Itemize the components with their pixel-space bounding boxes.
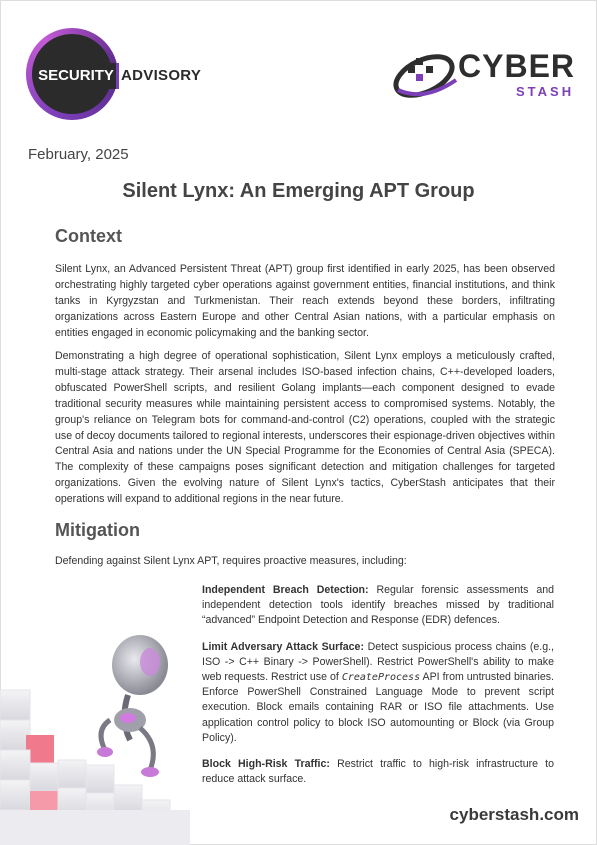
mitigation-heading: Mitigation xyxy=(55,520,140,540)
badge-advisory-label: ADVISORY xyxy=(121,67,202,84)
badge-security-label: SECURITY xyxy=(36,63,116,89)
mitigation-item-text: API from untrusted binaries. Enforce PowerShell Constrained Language Mode to prevent script execution. Block emails containing RAR or ISO file attachments. Use application control policy to block ISO automounting or Block (via Group Policy). xyxy=(202,671,554,744)
badge-divider xyxy=(116,63,119,89)
robot-illustration-icon xyxy=(0,610,190,845)
code-term: CreateProcess xyxy=(341,672,421,684)
context-paragraph-2: Demonstrating a high degree of operational sophistication, Silent Lynx employs a meticulously crafted, multi-stage attack strategy. Their arsenal includes ISO-based infection chains, C++-developed loaders, obfuscated PowerShell scripts, and resilient Golang implants—each component designed to evade traditional security measures while maintaining persistent access to compromised systems. Notably, the group's reliance on Telegram bots for command-and-control (C2) operations, coupled with the strategic use of decoy documents tailored to regional interests, underscores their espionage-driven objectives within Central Asia and nations under the UN Special Programme for the Economies of Central Asia (SPECA). The complexity of these campaigns poses significant detection and mitigation challenges for targeted organizations. Given the evolving nature of Silent Lynx's tactics, CyberStash anticipates that their operations will expand to additional regions in the near future. xyxy=(55,350,555,506)
footer-website: cyberstash.com xyxy=(449,805,579,824)
mitigation-list xyxy=(202,583,554,798)
mitigation-item-text: Restrict traffic to high-risk infrastructure to reduce attack surface. xyxy=(202,758,554,786)
mitigation-item-title: Limit Adversary Attack Surface: xyxy=(202,640,364,653)
mitigation-item-title: Independent Breach Detection: xyxy=(202,584,369,596)
mitigation-item-text: Detect suspicious process chains (e.g., ISO -> C++ Binary -> PowerShell). Restrict PowerShell's ability to make web requests. Restrict use of xyxy=(202,640,554,684)
mitigation-item-text: Regular forensic assessments and independent detection tools identify breaches missed by traditional “advanced” Endpoint Detection and Response (EDR) defences. xyxy=(202,584,554,627)
mitigation-item-breach-detection xyxy=(202,583,554,629)
cyberstash-logo xyxy=(390,48,580,108)
mitigation-item-title: Block High-Risk Traffic: xyxy=(202,758,330,771)
mitigation-item-attack-surface xyxy=(202,640,554,746)
mitigation-intro: Defending against Silent Lynx APT, requires proactive measures, including: xyxy=(55,555,407,567)
mitigation-item-high-risk-traffic xyxy=(202,757,554,787)
logo-wordmark: CYBER xyxy=(458,48,576,84)
security-advisory-badge xyxy=(26,28,226,120)
page-title: Silent Lynx: An Emerging APT Group xyxy=(122,180,475,202)
advisory-date: February, 2025 xyxy=(28,146,129,163)
logo-subword: STASH xyxy=(516,84,575,99)
context-paragraph-1: Silent Lynx, an Advanced Persistent Threat (APT) group first identified in early 2025, has been observed orchestrating highly targeted cyber operations against government entities, financial institutions, and think tanks in Kyrgyzstan and Turkmenistan. Their reach extends beyond these borders, infiltrating organizations across Eastern Europe and other Central Asian nations, with a particular emphasis on entities engaged in economic policymaking and the banking sector. xyxy=(55,263,555,339)
logo-mark-icon xyxy=(390,44,465,104)
context-heading: Context xyxy=(55,226,122,246)
robot-illustration xyxy=(0,610,190,845)
